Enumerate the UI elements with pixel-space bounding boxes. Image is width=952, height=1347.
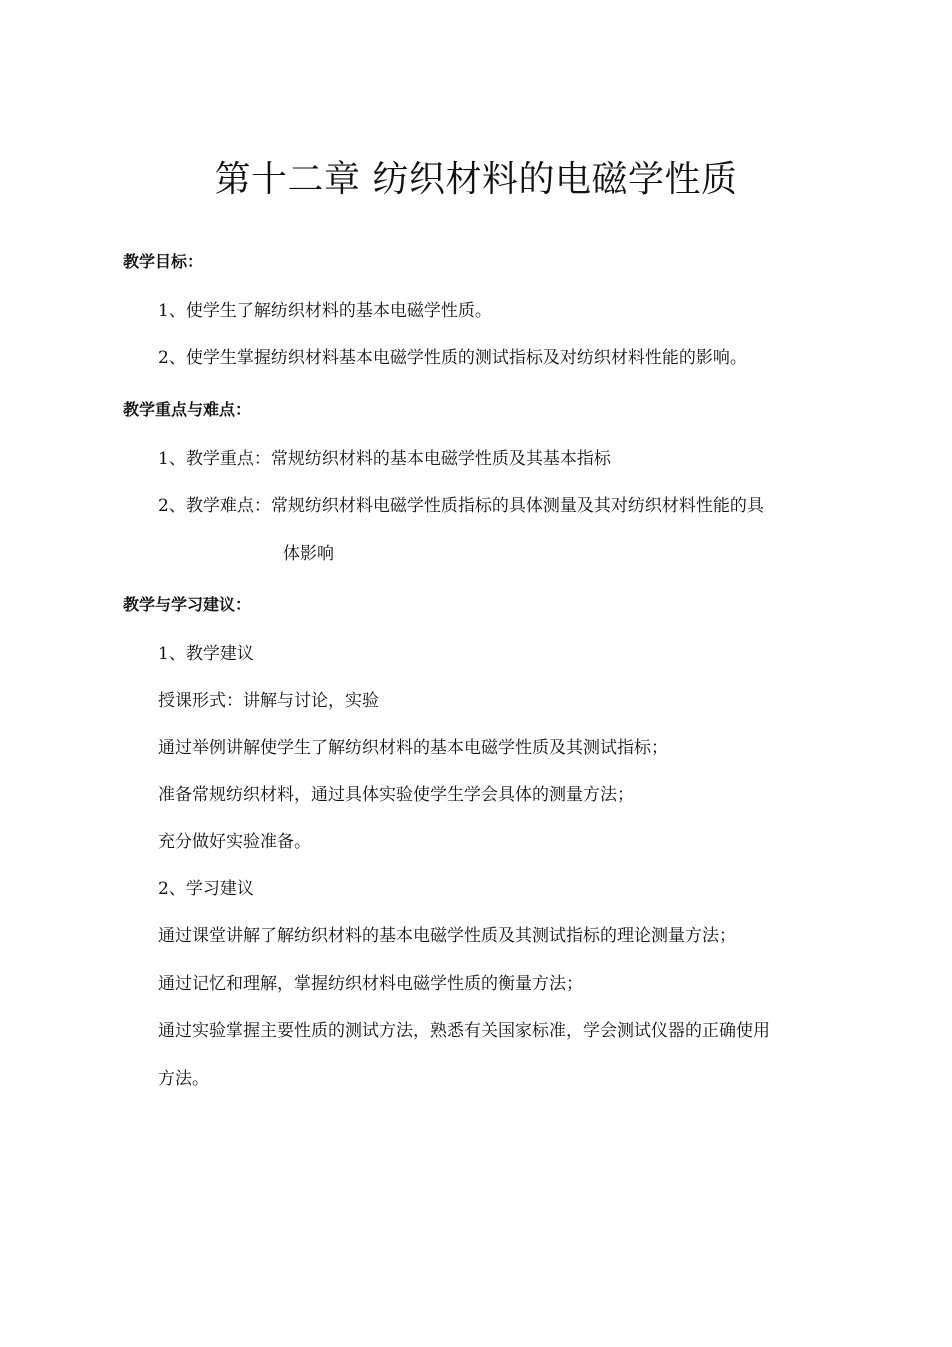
key-point-item-continuation: 体影响 [283, 544, 334, 564]
key-point-item: 2、教学难点：常规纺织材料电磁学性质指标的具体测量及其对纺织材料性能的具 [158, 496, 764, 516]
chapter-title: 第十二章 纺织材料的电磁学性质 [214, 159, 738, 200]
section-heading-key-points: 教学重点与难点： [123, 400, 252, 419]
suggestion-line: 通过记忆和理解，掌握纺织材料电磁学性质的衡量方法； [158, 974, 583, 994]
suggestion-line: 通过课堂讲解了解纺织材料的基本电磁学性质及其测试指标的理论测量方法； [158, 926, 736, 946]
suggestion-line-continuation: 方法。 [158, 1069, 209, 1089]
suggestion-line: 充分做好实验准备。 [158, 832, 311, 852]
objective-item: 2、使学生掌握纺织材料基本电磁学性质的测试指标及对纺织材料性能的影响。 [158, 348, 747, 368]
suggestion-subheading: 2、学习建议 [158, 879, 254, 899]
key-point-item: 1、教学重点：常规纺织材料的基本电磁学性质及其基本指标 [158, 449, 611, 469]
suggestion-line: 准备常规纺织材料，通过具体实验使学生学会具体的测量方法； [158, 785, 634, 805]
section-heading-objectives: 教学目标： [123, 252, 204, 271]
objective-item: 1、使学生了解纺织材料的基本电磁学性质。 [158, 301, 492, 321]
suggestion-line: 通过举例讲解使学生了解纺织材料的基本电磁学性质及其测试指标； [158, 738, 668, 758]
suggestion-line: 授课形式：讲解与讨论，实验 [158, 691, 379, 711]
suggestion-line: 通过实验掌握主要性质的测试方法，熟悉有关国家标准，学会测试仪器的正确使用 [158, 1021, 770, 1041]
suggestion-subheading: 1、教学建议 [158, 644, 254, 664]
section-heading-suggestions: 教学与学习建议： [123, 595, 252, 614]
